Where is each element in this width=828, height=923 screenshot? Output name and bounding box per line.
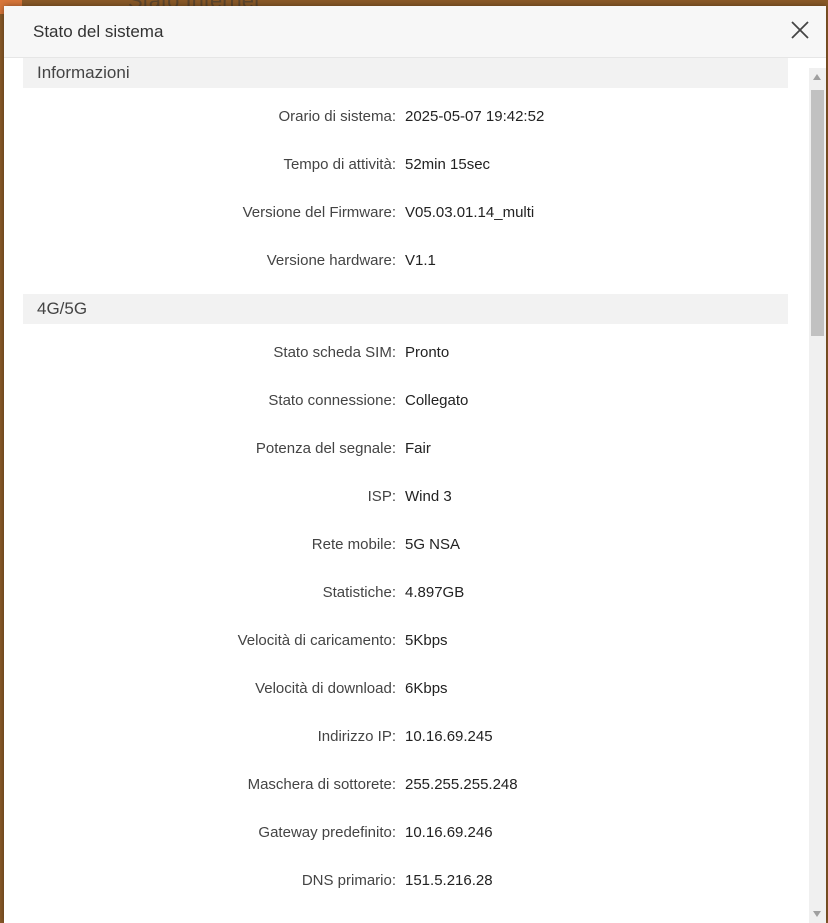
row-value: 5Kbps [405, 632, 448, 649]
section-header-informazioni [23, 58, 788, 88]
row-label: Indirizzo IP: [317, 728, 396, 745]
info-row [4, 726, 784, 750]
row-value: Collegato [405, 392, 469, 409]
row-value: 151.5.216.28 [405, 872, 493, 889]
info-row [4, 774, 784, 798]
row-label: Statistiche: [322, 584, 396, 601]
info-row [4, 438, 784, 462]
row-value: V05.03.01.14_multi [405, 204, 535, 221]
info-row [4, 822, 784, 846]
info-row [4, 106, 784, 130]
info-row [4, 630, 784, 654]
dialog-content[interactable] [4, 58, 808, 923]
row-value: Wind 3 [405, 488, 452, 505]
section-title: Informazioni [37, 63, 130, 82]
close-icon [788, 18, 812, 42]
row-label: Versione hardware: [266, 252, 396, 269]
row-label: Gateway predefinito: [258, 824, 396, 841]
row-label: Rete mobile: [311, 536, 396, 553]
info-row [4, 202, 784, 226]
info-row [4, 250, 784, 274]
info-row [4, 870, 784, 894]
row-value: 6Kbps [405, 680, 448, 697]
row-label: DNS primario: [301, 872, 396, 889]
row-label: Velocità di download: [255, 680, 396, 697]
row-value: 52min 15sec [405, 156, 491, 173]
section-title: 4G/5G [37, 299, 88, 318]
close-button[interactable] [788, 18, 812, 42]
info-row [4, 534, 784, 558]
row-label: Versione del Firmware: [242, 204, 396, 221]
row-value: 255.255.255.248 [405, 776, 518, 793]
row-label: Potenza del segnale: [255, 440, 396, 457]
row-label: ISP: [367, 488, 396, 505]
row-value: Fair [405, 440, 431, 457]
row-label: Orario di sistema: [278, 108, 396, 125]
row-label: Stato connessione: [268, 392, 396, 409]
dialog-title: Stato del sistema [33, 22, 164, 41]
scrollbar-thumb[interactable] [811, 90, 824, 336]
row-label: Velocità di caricamento: [237, 632, 396, 649]
scroll-down-arrow-icon[interactable] [813, 911, 821, 917]
row-value: 10.16.69.245 [405, 728, 493, 745]
vertical-scrollbar[interactable] [809, 68, 826, 923]
info-row [4, 486, 784, 510]
dialog-header [4, 6, 826, 58]
section-header-4g5g [23, 294, 788, 324]
system-status-dialog [4, 6, 826, 923]
info-row [4, 582, 784, 606]
info-row [4, 342, 784, 366]
row-label: Stato scheda SIM: [273, 344, 396, 361]
info-row [4, 678, 784, 702]
info-row [4, 390, 784, 414]
row-value: Pronto [405, 344, 450, 361]
row-label: Tempo di attività: [283, 156, 396, 173]
row-value: V1.1 [405, 252, 436, 269]
scroll-up-arrow-icon[interactable] [813, 74, 821, 80]
row-value: 10.16.69.246 [405, 824, 493, 841]
row-value: 2025-05-07 19:42:52 [405, 108, 545, 125]
row-value: 5G NSA [405, 536, 461, 553]
row-label: Maschera di sottorete: [247, 776, 396, 793]
info-row [4, 154, 784, 178]
row-value: 4.897GB [405, 584, 465, 601]
